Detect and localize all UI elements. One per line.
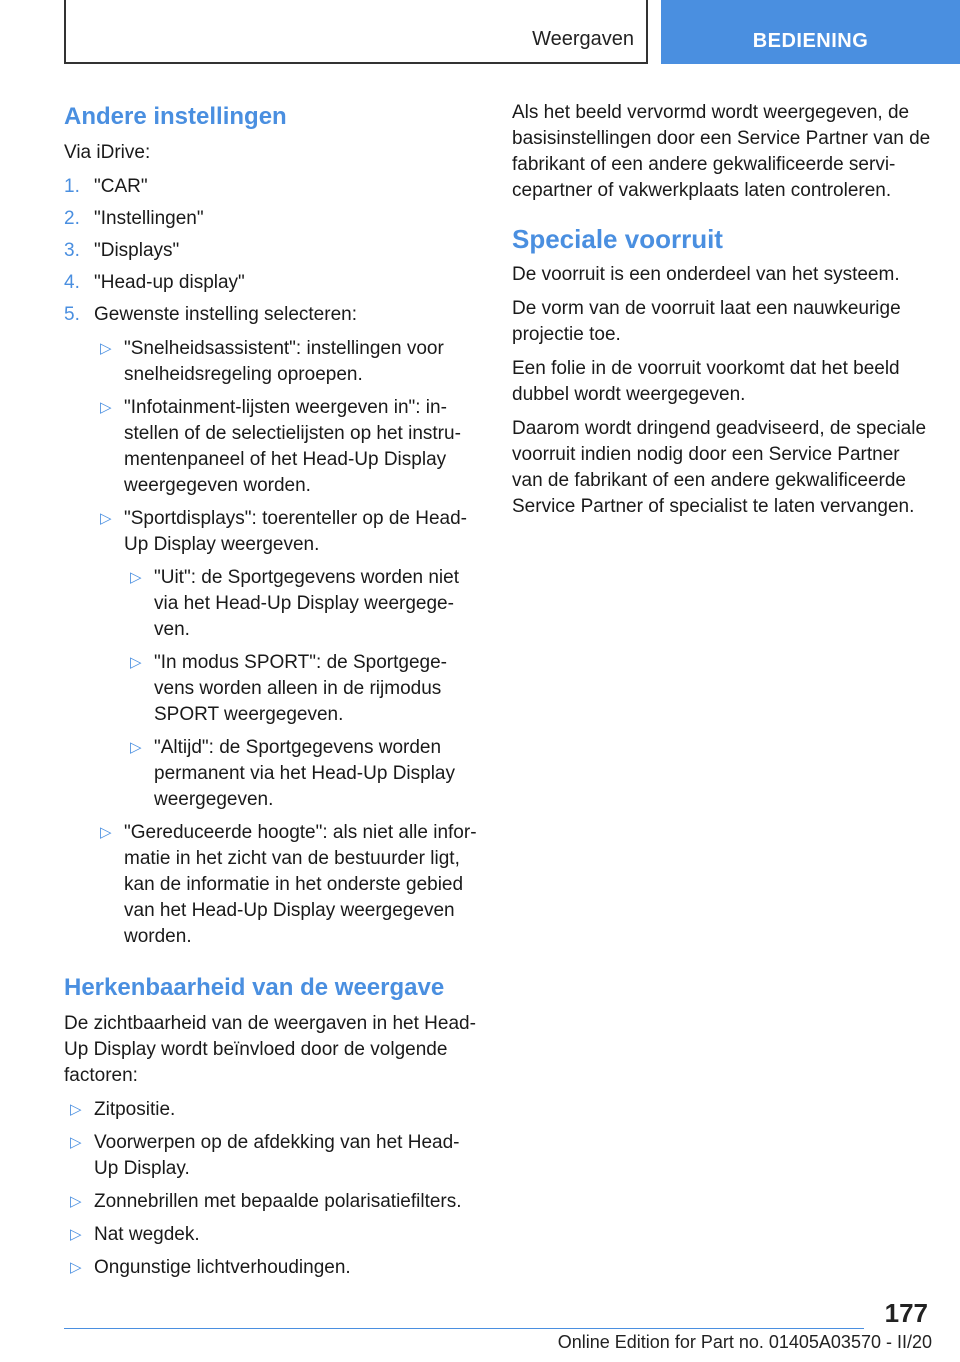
step-text: "Displays" bbox=[94, 240, 180, 261]
option-item: ▷ "Infotainment-lijsten weergeven in": in-stellen of de selectielijsten op het instru-mentenpaneel of het Head-Up Display weergegeven worden. bbox=[100, 397, 461, 496]
triangle-bullet-icon: ▷ bbox=[70, 1101, 82, 1118]
triangle-bullet-icon: ▷ bbox=[70, 1193, 82, 1210]
triangle-bullet-icon: ▷ bbox=[100, 510, 112, 527]
option-item: ▷ "Gereduceerde hoogte": als niet alle infor-matie in het zicht van de bestuurder ligt, kan de informatie in het onderste gebied van het Head-Up Display weergegeven worden. bbox=[100, 822, 477, 947]
right-column bbox=[512, 100, 932, 528]
header-chapter-tab bbox=[661, 0, 960, 64]
heading-andere-instellingen: Andere instellingen bbox=[64, 103, 287, 130]
option-list bbox=[94, 336, 480, 950]
voorruit-paragraph: De vorm van de voorruit laat een nauwkeurige projectie toe. bbox=[512, 298, 901, 345]
intro-text: Via iDrive: bbox=[64, 142, 151, 163]
factor-item: ▷ Ongunstige lichtverhoudingen. bbox=[64, 1255, 480, 1281]
factor-item: ▷ Zitpositie. bbox=[64, 1097, 480, 1123]
header-chapter-label: BEDIENING bbox=[752, 29, 869, 52]
triangle-bullet-icon: ▷ bbox=[100, 340, 112, 357]
step-list bbox=[64, 174, 480, 950]
triangle-bullet-icon: ▷ bbox=[70, 1259, 82, 1276]
heading-speciale-voorruit: Speciale voorruit bbox=[512, 224, 723, 254]
triangle-bullet-icon: ▷ bbox=[70, 1134, 82, 1151]
factor-list bbox=[34, 1097, 480, 1281]
step-text: "Instellingen" bbox=[94, 208, 204, 229]
factor-item: ▷ Voorwerpen op de afdekking van het Head-Up Display. bbox=[70, 1132, 460, 1179]
step-number: 1. bbox=[64, 176, 80, 197]
left-column bbox=[64, 100, 480, 1288]
triangle-bullet-icon: ▷ bbox=[130, 739, 142, 756]
triangle-bullet-icon: ▷ bbox=[100, 824, 112, 841]
footer-edition: Online Edition for Part no. 01405A03570 - II/20 bbox=[557, 1332, 932, 1352]
factor-item: ▷ Zonnebrillen met bepaalde polarisatiefilters. bbox=[64, 1189, 480, 1215]
step-number: 2. bbox=[64, 208, 80, 229]
step-item bbox=[64, 206, 480, 232]
sport-option-list bbox=[124, 565, 480, 813]
vervormd-text: Als het beeld vervormd wordt weergegeven, de basisinstellingen door een Service Partner van de fabrikant of een andere gekwalificeerde servi-cepartner of vakwerkplaats laten controleren. bbox=[512, 102, 931, 201]
sport-option-item: ▷ "Uit": de Sportgegevens worden niet via het Head-Up Display weergege-ven. bbox=[130, 567, 460, 640]
header-section-title: Weergaven bbox=[532, 28, 634, 50]
footer-divider bbox=[64, 1328, 864, 1329]
step-number: 3. bbox=[64, 240, 80, 261]
option-item: ▷ "Sportdisplays": toerenteller op de Head-Up Display weergeven. ▷ "Uit": de Sportgegevens worden niet via het Head-Up Display weergege-ven. ▷ "In modus SPORT": de Sportgege-vens worden alleen in de rijmodus SPORT weergegeven. ▷ "Altijd": de Sportgegevens worden permanent via het Head-Up Display weergegeven. bbox=[94, 506, 480, 813]
step-item bbox=[64, 238, 480, 264]
sport-option-item: ▷ "Altijd": de Sportgegevens worden permanent via het Head-Up Display weergegeven. bbox=[130, 737, 455, 810]
page-number: 177 bbox=[884, 1298, 928, 1328]
step-number: 5. bbox=[64, 304, 80, 325]
step-item bbox=[64, 270, 480, 296]
voorruit-paragraph: De voorruit is een onderdeel van het systeem. bbox=[512, 264, 900, 285]
triangle-bullet-icon: ▷ bbox=[130, 569, 142, 586]
header-box bbox=[64, 0, 648, 64]
step-number: 4. bbox=[64, 272, 80, 293]
step-item bbox=[64, 302, 480, 950]
option-item: ▷ "Snelheidsassistent": instellingen voor snelheidsregeling oproepen. bbox=[100, 338, 444, 385]
step-text: "Head-up display" bbox=[94, 272, 245, 293]
sport-option-item: ▷ "In modus SPORT": de Sportgege-vens worden alleen in de rijmodus SPORT weergegeven. bbox=[130, 652, 448, 725]
herkenbaarheid-text: De zichtbaarheid van de weergaven in het Head-Up Display wordt beïnvloed door de volgende factoren: bbox=[64, 1013, 476, 1086]
step-item bbox=[64, 174, 480, 200]
triangle-bullet-icon: ▷ bbox=[100, 399, 112, 416]
step-text: Gewenste instelling selecteren: bbox=[94, 304, 357, 325]
triangle-bullet-icon: ▷ bbox=[130, 654, 142, 671]
triangle-bullet-icon: ▷ bbox=[70, 1226, 82, 1243]
voorruit-paragraph: Een folie in de voorruit voorkomt dat het beeld dubbel wordt weergegeven. bbox=[512, 358, 900, 405]
heading-herkenbaarheid: Herkenbaarheid van de weergave bbox=[64, 974, 445, 1001]
voorruit-paragraph: Daarom wordt dringend geadviseerd, de speciale voorruit indien nodig door een Service Partner van de fabrikant of een andere gekwalificeerde Service Partner of specialist te laten vervangen. bbox=[512, 418, 927, 517]
step-text: "CAR" bbox=[94, 176, 148, 197]
factor-item: ▷ Nat wegdek. bbox=[64, 1222, 480, 1248]
